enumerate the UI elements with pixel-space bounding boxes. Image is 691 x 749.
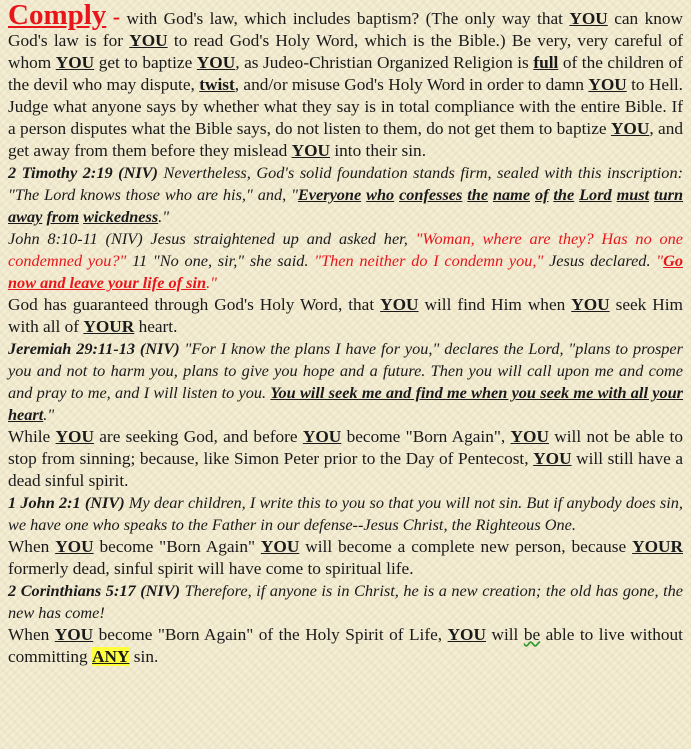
text: become "Born Again" bbox=[93, 537, 261, 556]
emphasis-word: who bbox=[366, 185, 395, 204]
verse-text: Therefore, if anyone is in Christ, he is a new creation; the old has gone, the new has come! bbox=[8, 581, 683, 622]
full-emphasis: full bbox=[533, 53, 559, 72]
any-highlight: ANY bbox=[92, 647, 130, 666]
born-again-paragraph bbox=[8, 536, 683, 580]
text: While bbox=[8, 427, 56, 446]
verse-text: Jesus declared. bbox=[543, 251, 657, 270]
text: will become a complete new person, because bbox=[299, 537, 633, 556]
guarantee-paragraph bbox=[8, 294, 683, 338]
text: will bbox=[485, 625, 524, 644]
verse-reference: 2 Corinthians 5:17 (NIV) bbox=[8, 581, 181, 600]
jeremiah-verse bbox=[8, 338, 683, 426]
text: formerly dead, sinful spirit will have come to spiritual life. bbox=[8, 559, 414, 578]
text: sin. bbox=[129, 647, 159, 666]
you-emphasis: YOU bbox=[54, 625, 94, 644]
jesus-quote: "Then neither do I condemn you," bbox=[314, 251, 544, 270]
text: seek Him with all of bbox=[8, 295, 683, 336]
jesus-quote: ." bbox=[206, 273, 218, 292]
you-emphasis: YOU bbox=[55, 537, 94, 556]
text: When bbox=[8, 537, 56, 556]
text: of the children of the devil who may dispute, bbox=[8, 53, 683, 94]
emphasis-word: of bbox=[534, 185, 549, 204]
comply-title: Comply bbox=[8, 0, 107, 31]
emphasis-word: must bbox=[616, 185, 650, 204]
you-emphasis: YOU bbox=[260, 537, 300, 556]
emphasis-word: Everyone bbox=[297, 185, 362, 204]
text: able to live without committing bbox=[8, 625, 683, 666]
text: to read God's Holy Word, which is the Bible.) Be very, very careful of whom bbox=[8, 31, 683, 72]
verse-text: "For I know the plans I have for you," declares the Lord, "plans to prosper you and not to harm you, plans to give you hope and a future. Then you will call upon me and come and pray to me, and I will listen to you. bbox=[8, 339, 683, 402]
verse-reference: 2 Timothy 2:19 (NIV) bbox=[8, 163, 158, 182]
you-emphasis: YOU bbox=[510, 427, 549, 446]
timothy-verse bbox=[8, 162, 683, 228]
you-emphasis: YOU bbox=[610, 119, 650, 138]
text: with God's law, which includes baptism? (The only way that bbox=[120, 9, 570, 28]
jesus-quote: " bbox=[656, 251, 664, 270]
comply-paragraph bbox=[8, 0, 683, 162]
emphasis-word: the bbox=[467, 185, 489, 204]
text: , and/or misuse God's Holy Word in order to damn bbox=[234, 75, 589, 94]
text: become "Born Again", bbox=[341, 427, 511, 446]
you-emphasis: YOU bbox=[380, 295, 419, 314]
you-emphasis: YOU bbox=[55, 53, 95, 72]
seeking-paragraph bbox=[8, 426, 683, 492]
you-emphasis: YOU bbox=[129, 31, 168, 50]
final-paragraph bbox=[8, 624, 683, 668]
verse-text: My dear children, I write this to you so that you will not sin. But if anybody does sin, we have one who speaks to the Father in our defense--Jesus Christ, the Righteous One. bbox=[8, 493, 683, 534]
text: , as Judeo-Christian Organized Religion is bbox=[235, 53, 534, 72]
you-emphasis: YOU bbox=[55, 427, 94, 446]
document bbox=[8, 0, 683, 668]
you-emphasis: YOU bbox=[533, 449, 572, 468]
john1-verse bbox=[8, 492, 683, 536]
verse-reference: 1 John 2:1 (NIV) bbox=[8, 493, 125, 512]
verse-reference: Jeremiah 29:11-13 (NIV) bbox=[8, 339, 180, 358]
emphasis-word: wickedness bbox=[83, 207, 159, 226]
text: can know God's law is for bbox=[8, 9, 683, 50]
title-dash: - bbox=[112, 4, 121, 29]
john8-verse bbox=[8, 228, 683, 294]
emphasis-word: the bbox=[553, 185, 575, 204]
you-emphasis: YOU bbox=[569, 9, 608, 28]
your-emphasis: YOUR bbox=[83, 317, 135, 336]
text: heart. bbox=[134, 317, 178, 336]
you-emphasis: YOU bbox=[571, 295, 610, 314]
text: are seeking God, and before bbox=[93, 427, 303, 446]
verse-emphasis: You will seek me and find me when you seek me with all your heart bbox=[8, 383, 683, 424]
verse-text: John 8:10-11 (NIV) Jesus straightened up and asked her, bbox=[8, 229, 416, 248]
verse-text: ." bbox=[158, 207, 170, 226]
you-emphasis: YOU bbox=[196, 53, 236, 72]
emphasis-word: name bbox=[492, 185, 531, 204]
verse-text: Nevertheless, God's solid foundation stands firm, sealed with this inscription: "The Lord knows those who are his," and, " bbox=[8, 163, 684, 204]
emphasis-word: confesses bbox=[399, 185, 463, 204]
corinthians-verse bbox=[8, 580, 683, 624]
emphasis-word: away bbox=[8, 207, 43, 226]
text: to Hell. Judge what anyone says by whether what they say is in total compliance with the entire Bible. If a person disputes what the Bible says, do not listen to them, do not get them to baptize bbox=[8, 75, 683, 138]
you-emphasis: YOU bbox=[302, 427, 342, 446]
text: will not be able to stop from sinning; because, like Simon Peter prior to the Day of Pentecost, bbox=[8, 427, 683, 468]
emphasis-word: Lord bbox=[579, 185, 612, 204]
text: will find Him when bbox=[418, 295, 572, 314]
your-emphasis: YOUR bbox=[632, 537, 683, 556]
verse-text: ." bbox=[43, 405, 55, 424]
jesus-quote-emphasis: Go now and leave your life of sin bbox=[8, 251, 683, 292]
text: get to baptize bbox=[94, 53, 197, 72]
you-emphasis: YOU bbox=[447, 625, 486, 644]
text: into their sin. bbox=[330, 141, 427, 160]
spellcheck-word: be bbox=[523, 625, 541, 644]
text: will still have a dead sinful spirit. bbox=[8, 449, 684, 490]
you-emphasis: YOU bbox=[588, 75, 627, 94]
text: God has guaranteed through God's Holy Word, that bbox=[8, 295, 381, 314]
emphasis-word: from bbox=[46, 207, 80, 226]
verse-text: 11 "No one, sir," she said. bbox=[126, 251, 315, 270]
text: When bbox=[8, 625, 55, 644]
text: become "Born Again" of the Holy Spirit of Life, bbox=[93, 625, 448, 644]
jesus-quote: "Woman, where are they? Has no one condemned you?" bbox=[8, 229, 684, 270]
text: , and get away from them before they mislead bbox=[8, 119, 683, 160]
twist-emphasis: twist bbox=[199, 75, 235, 94]
you-emphasis: YOU bbox=[291, 141, 331, 160]
emphasis-word: turn bbox=[654, 185, 684, 204]
